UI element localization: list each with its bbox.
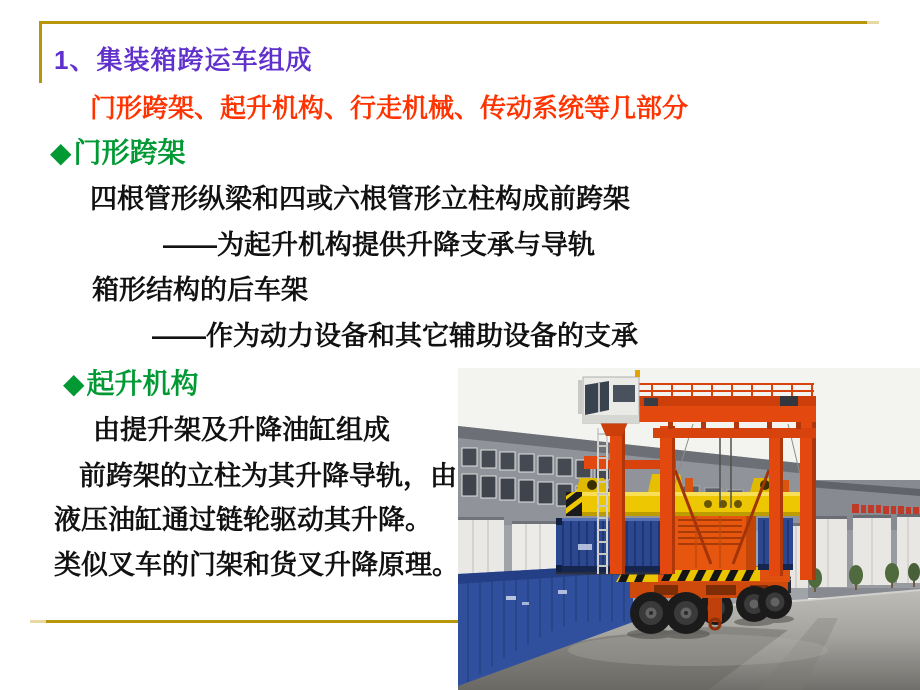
bottom-border-line-cap <box>30 620 46 623</box>
slide-subtitle: 门形跨架、起升机构、行走机械、传动系统等几部分 <box>90 93 689 123</box>
diamond-bullet-icon: ◆ <box>50 137 72 168</box>
section2-heading-text: 起升机构 <box>86 368 199 399</box>
section1-line2: ——为起升机构提供升降支承与导轨 <box>163 230 595 260</box>
bottom-border-line <box>46 620 458 623</box>
diamond-bullet-icon: ◆ <box>63 368 85 399</box>
left-border-line <box>39 21 42 83</box>
slide-title: 1、集装箱跨运车组成 <box>54 45 313 75</box>
straddle-carrier-photo <box>458 368 920 690</box>
top-border-line-cap <box>867 21 879 24</box>
section2-line2: 前跨架的立柱为其升降导轨，由 <box>79 461 457 491</box>
section1-heading <box>50 131 186 171</box>
section1-line1: 四根管形纵梁和四或六根管形立柱构成前跨架 <box>90 184 630 214</box>
section2-line1: 由提升架及升降油缸组成 <box>93 415 390 445</box>
section2-line3: 液压油缸通过链轮驱动其升降。 <box>54 505 432 535</box>
section1-heading-text: 门形跨架 <box>73 137 186 168</box>
section1-line4: ——作为动力设备和其它辅助设备的支承 <box>152 321 638 351</box>
top-border-line <box>39 21 867 24</box>
section2-line4: 类似叉车的门架和货叉升降原理。 <box>54 550 459 580</box>
section2-heading <box>63 362 199 402</box>
section1-line3: 箱形结构的后车架 <box>92 275 308 305</box>
